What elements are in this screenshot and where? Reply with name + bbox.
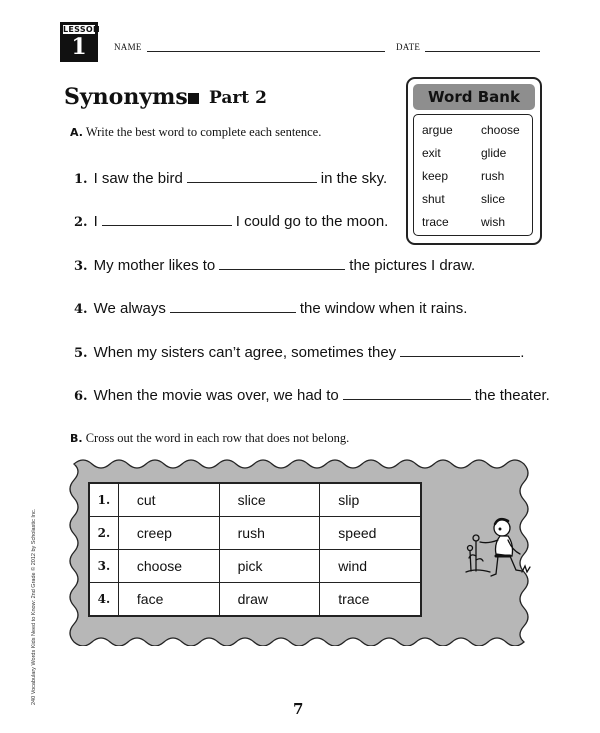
- sentence-6: [74, 385, 550, 404]
- page-title: Synonyms: [64, 84, 188, 110]
- section-a-letter: A.: [70, 126, 83, 139]
- answer-blank[interactable]: [102, 211, 232, 226]
- sentence-text: My mother likes to: [93, 257, 216, 274]
- sentence-text: the window when it rains.: [299, 300, 468, 317]
- sentence-text: We always: [93, 300, 166, 317]
- table-row: [89, 583, 421, 617]
- date-field[interactable]: [425, 51, 540, 52]
- word-bank-word: glide: [481, 146, 507, 160]
- word-bank-word: choose: [481, 123, 520, 137]
- word-cell[interactable]: rush: [219, 517, 320, 550]
- sentence-number: 1.: [74, 172, 88, 187]
- sentence-text: When my sisters can’t agree, sometimes they: [93, 344, 397, 361]
- odd-one-out-table: [88, 482, 422, 617]
- sentence-text: When the movie was over, we had to: [93, 387, 339, 404]
- sentence-number: 2.: [74, 215, 88, 230]
- row-number: 3.: [89, 550, 118, 583]
- section-b-instruction: [70, 431, 349, 446]
- sentence-number: 5.: [74, 346, 88, 361]
- title-square-bullet: [188, 93, 199, 104]
- boy-picking-flowers-illustration: [462, 514, 542, 584]
- word-bank-word: wish: [481, 215, 506, 229]
- sentence-3: [74, 255, 475, 274]
- lesson-badge: [60, 22, 101, 62]
- table-row: [89, 550, 421, 583]
- sentence-text: I: [93, 213, 98, 230]
- answer-blank[interactable]: [219, 255, 345, 270]
- word-bank-word: keep: [422, 169, 449, 183]
- word-cell[interactable]: pick: [219, 550, 320, 583]
- name-label: NAME: [114, 42, 142, 52]
- word-cell[interactable]: face: [118, 583, 219, 617]
- table-row: [89, 483, 421, 517]
- sentence-text: in the sky.: [320, 170, 388, 187]
- word-cell[interactable]: wind: [320, 550, 421, 583]
- sentence-5: [74, 342, 524, 361]
- table-row: [89, 517, 421, 550]
- sentence-number: 3.: [74, 259, 88, 274]
- word-bank-word: slice: [481, 192, 506, 206]
- sentence-text: I could go to the moon.: [235, 213, 389, 230]
- answer-blank[interactable]: [400, 342, 520, 357]
- word-bank-word: trace: [422, 215, 449, 229]
- section-a-text: Write the best word to complete each sentence.: [85, 125, 322, 139]
- sentence-number: 4.: [74, 302, 88, 317]
- sentence-text: .: [520, 344, 525, 361]
- word-cell[interactable]: speed: [320, 517, 421, 550]
- word-bank-list: [413, 114, 533, 236]
- sentence-number: 6.: [74, 389, 88, 404]
- lesson-label: LESSON: [63, 25, 101, 34]
- sentence-text: the pictures I draw.: [349, 257, 476, 274]
- row-number: 1.: [89, 483, 118, 517]
- sentence-2: [74, 211, 388, 230]
- word-bank-title: Word Bank: [428, 88, 520, 106]
- section-a-instruction: [70, 125, 321, 140]
- word-bank-header: [413, 84, 535, 110]
- word-bank-word: argue: [422, 123, 453, 137]
- answer-blank[interactable]: [187, 168, 317, 183]
- lesson-number: 1: [71, 34, 87, 60]
- name-field[interactable]: [147, 51, 385, 52]
- sentence-text: I saw the bird: [93, 170, 183, 187]
- word-cell[interactable]: choose: [118, 550, 219, 583]
- word-bank-word: exit: [422, 146, 441, 160]
- word-bank-word: shut: [422, 192, 445, 206]
- word-cell[interactable]: draw: [219, 583, 320, 617]
- sentence-1: [74, 168, 387, 187]
- answer-blank[interactable]: [170, 298, 296, 313]
- page-number: 7: [293, 700, 304, 718]
- word-cell[interactable]: slice: [219, 483, 320, 517]
- word-cell[interactable]: trace: [320, 583, 421, 617]
- word-bank-word: rush: [481, 169, 505, 183]
- section-b-letter: B.: [70, 432, 83, 445]
- answer-blank[interactable]: [343, 385, 471, 400]
- row-number: 4.: [89, 583, 118, 617]
- word-cell[interactable]: cut: [118, 483, 219, 517]
- copyright-note: 240 Vocabulary Words Kids Need to Know: 2nd Grade © 2012 by Scholastic Inc.: [31, 508, 37, 705]
- row-number: 2.: [89, 517, 118, 550]
- sentence-text: the theater.: [474, 387, 550, 404]
- word-bank: [406, 77, 542, 245]
- page-subtitle: Part 2: [209, 88, 267, 108]
- word-cell[interactable]: slip: [320, 483, 421, 517]
- date-label: DATE: [396, 42, 421, 52]
- word-cell[interactable]: creep: [118, 517, 219, 550]
- sentence-4: [74, 298, 467, 317]
- section-b-text: Cross out the word in each row that does not belong.: [85, 431, 350, 445]
